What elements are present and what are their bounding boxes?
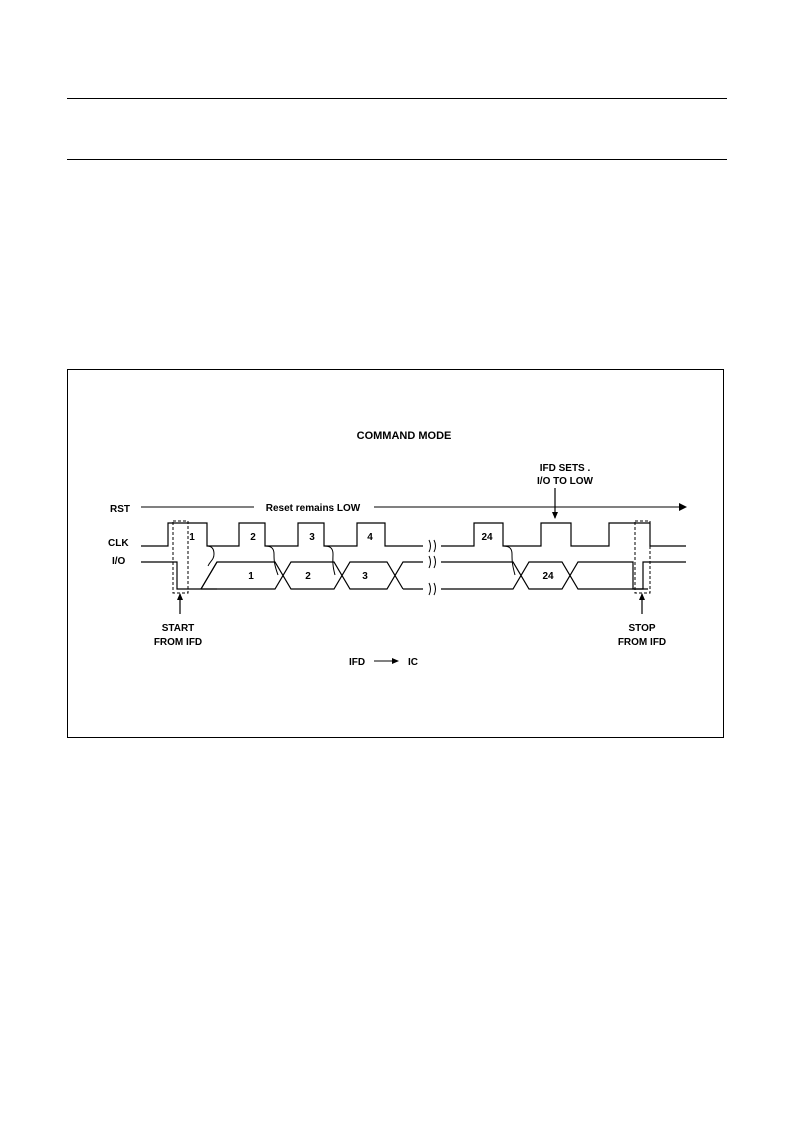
timing-diagram: [68, 370, 725, 739]
rst-note: Reset remains LOW: [265, 503, 361, 514]
command-mode-timing-figure: [67, 369, 724, 738]
io-stop-bit: [633, 562, 686, 589]
io-bit-label: 1: [248, 571, 254, 582]
stop-label-line2: FROM IFD: [617, 637, 667, 648]
clk-to-io-squiggle: [207, 546, 214, 566]
direction-from: IFD: [349, 657, 366, 668]
stop-label-line1: STOP: [628, 623, 656, 634]
io-bit-label: 24: [542, 571, 554, 582]
io-signal-label: I/O: [112, 556, 126, 567]
io-start-bit: [141, 562, 201, 589]
io-bit-cells-top-first: [201, 562, 403, 589]
clk-pulse-label: 24: [481, 532, 493, 543]
clk-to-io-squiggle: [265, 546, 278, 575]
header-rule-top: [67, 98, 727, 99]
time-break-mark: [429, 540, 436, 552]
header-rule-bottom: [67, 159, 727, 160]
time-break-mark: [429, 556, 436, 568]
clk-waveform-second: [441, 523, 686, 546]
clk-to-io-squiggle: [324, 546, 335, 575]
clk-pulse-label: 4: [367, 532, 373, 543]
io-bit-cells-bottom-second: [441, 562, 633, 589]
diagram-title: COMMAND MODE: [356, 430, 452, 442]
clk-pulse-label: 3: [309, 532, 315, 543]
clk-signal-label: CLK: [108, 538, 129, 549]
clk-to-io-squiggle: [503, 546, 515, 575]
clk-pulse-label: 2: [250, 532, 256, 543]
io-bit-label: 3: [362, 571, 368, 582]
time-break-mark: [429, 583, 436, 595]
clk-pulse-label: 1: [189, 532, 195, 543]
clk-waveform-first: [141, 523, 423, 546]
start-label-line1: START: [161, 623, 195, 634]
start-condition-box: [173, 521, 188, 593]
direction-to: IC: [408, 657, 418, 668]
start-label-line2: FROM IFD: [153, 637, 203, 648]
rst-signal-label: RST: [110, 504, 130, 515]
io-low-annotation-line2: I/O TO LOW: [537, 476, 593, 487]
io-bit-label: 2: [305, 571, 311, 582]
io-low-annotation-line1: IFD SETS .: [539, 463, 591, 474]
